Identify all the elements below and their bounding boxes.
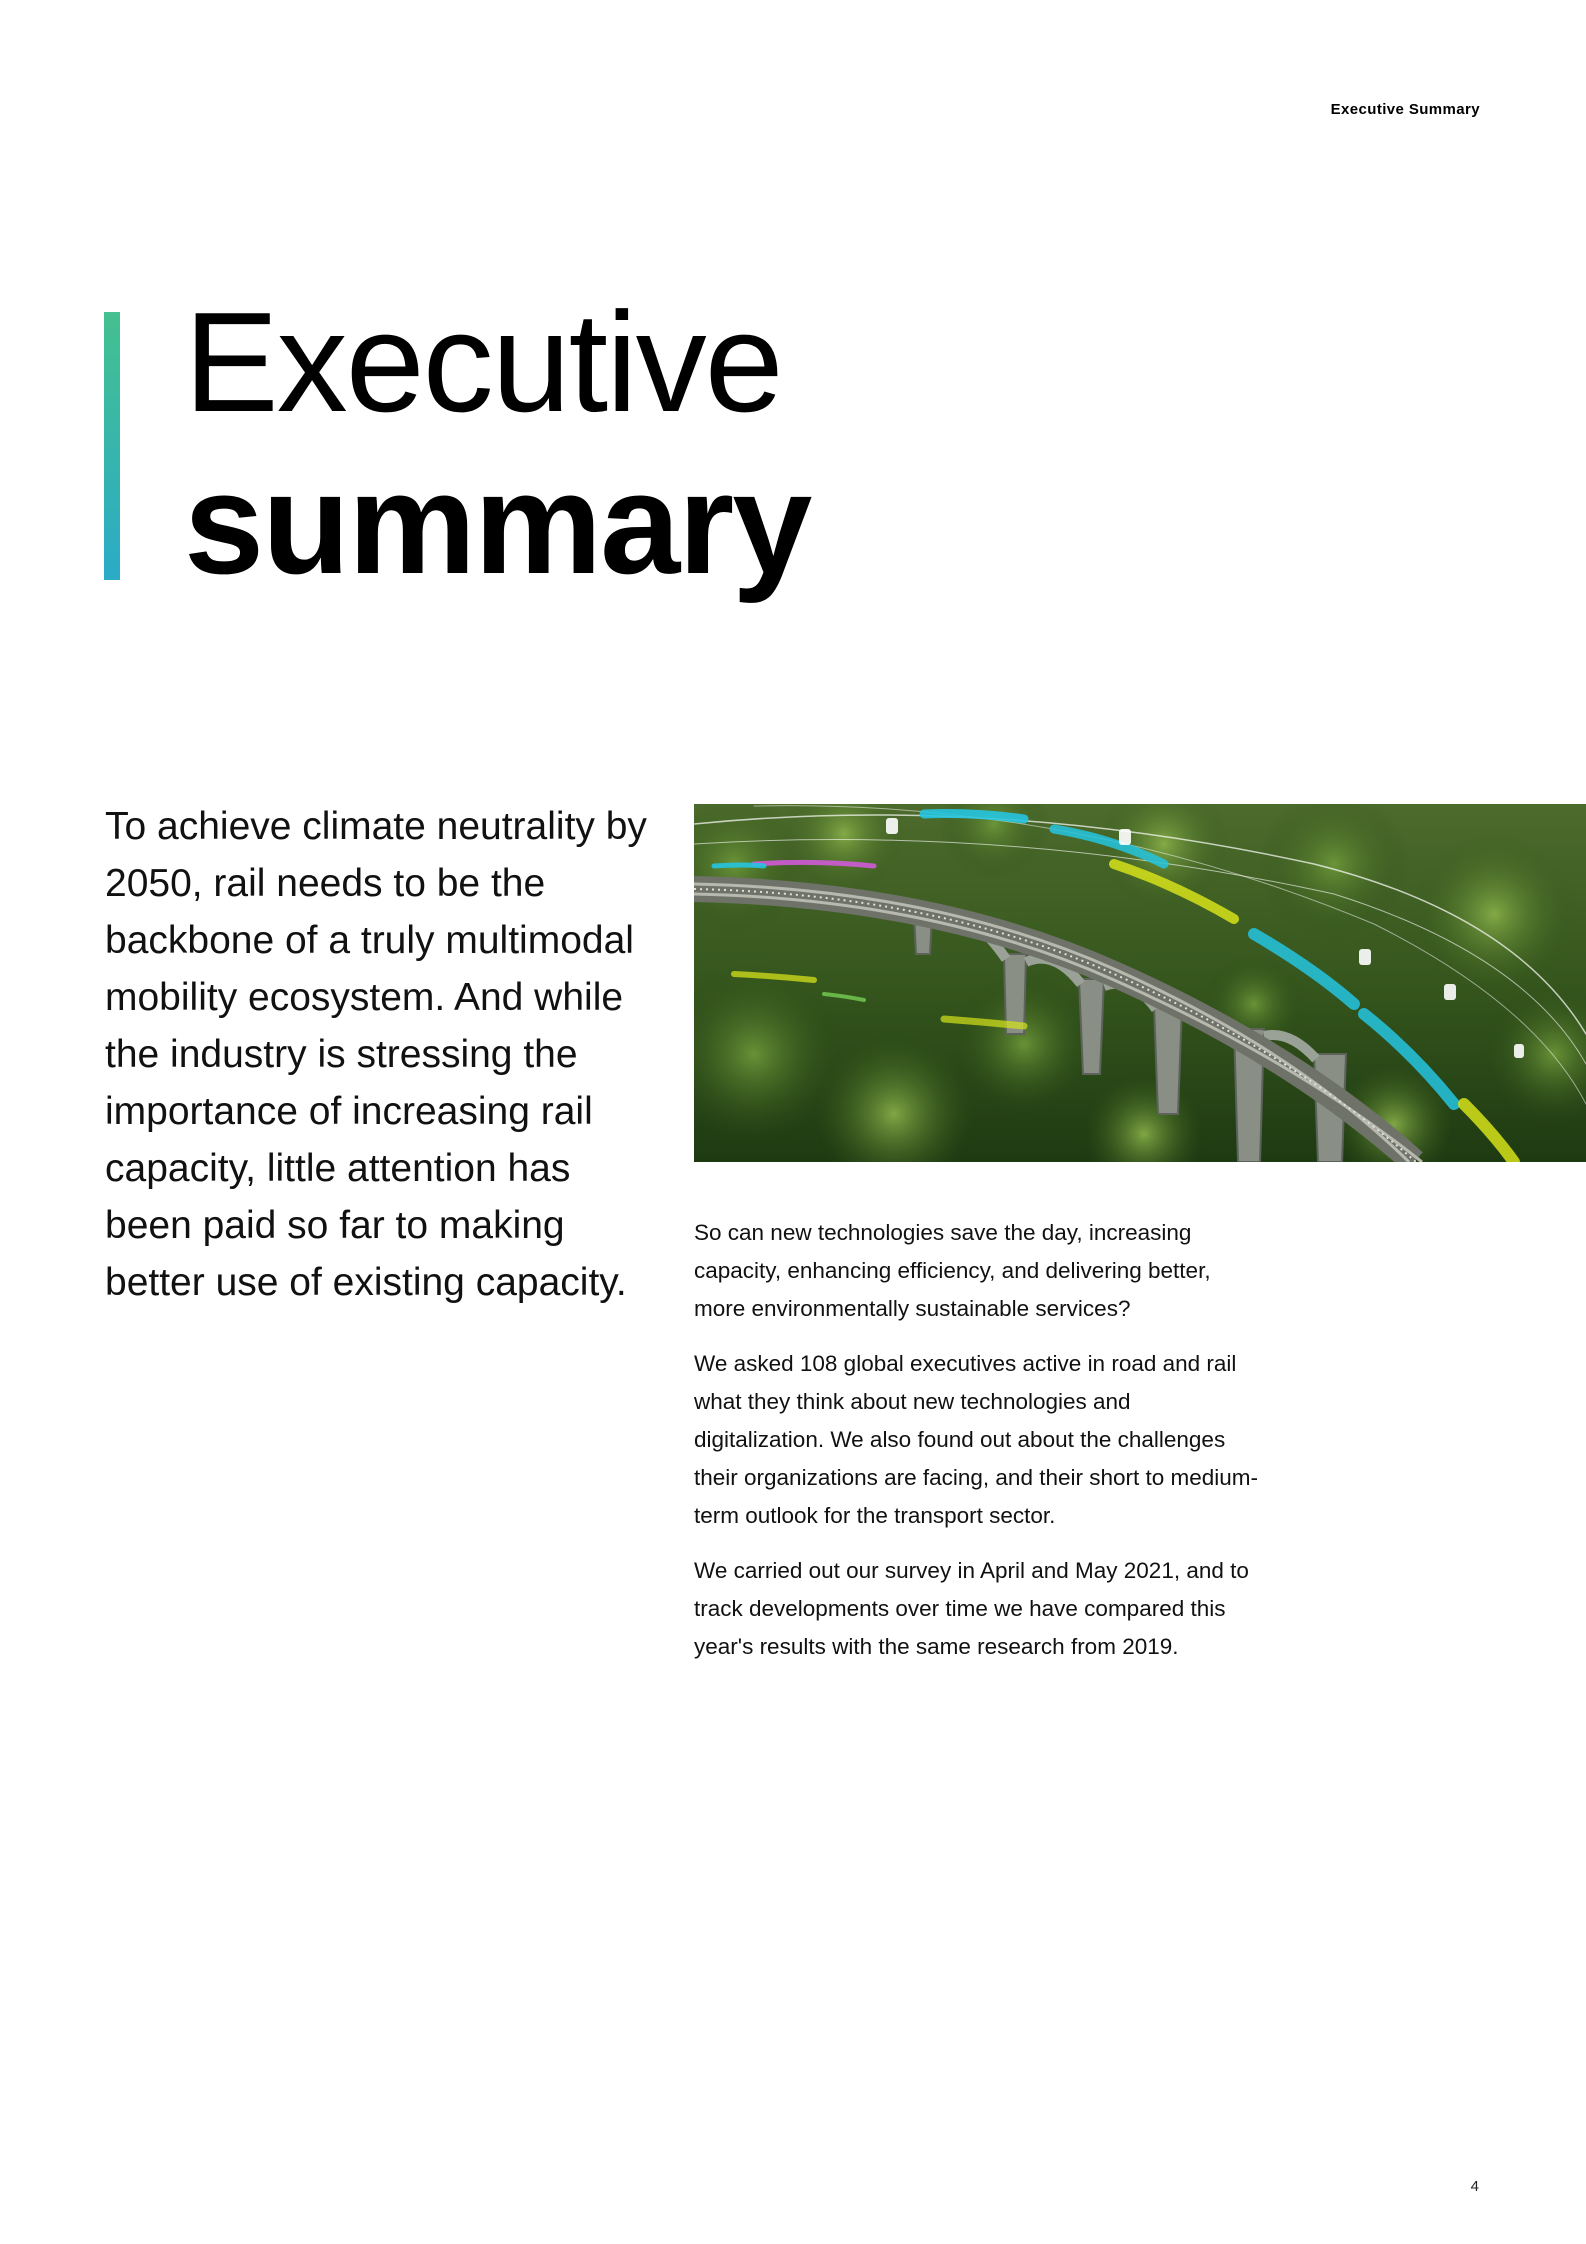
rail-viaduct-illustration — [694, 804, 1586, 1162]
body-paragraph: So can new technologies save the day, increasing capacity, enhancing efficiency, and delivering better, more environmentally sustainable services? — [694, 1220, 1211, 1321]
rail-viaduct-photo — [694, 804, 1586, 1162]
body-copy — [694, 1214, 1264, 1684]
title-accent-bar — [104, 312, 120, 580]
title-line-light: Executive — [184, 283, 782, 442]
running-header: Executive Summary — [1330, 101, 1480, 118]
page-number: 4 — [1470, 2178, 1479, 2195]
body-paragraph: We carried out our survey in April and May 2021, and to track developments over time we have compared this year's results with the same research from 2019. — [694, 1558, 1249, 1659]
page-title — [184, 283, 811, 604]
lead-paragraph: To achieve climate neutrality by 2050, rail needs to be the backbone of a truly multimodal mobility ecosystem. And while the industry is stressing the importance of increasing rail capacity, little attention has been paid so far to making better use of existing capacity. — [105, 805, 647, 1304]
title-line-bold: summary — [184, 443, 811, 604]
body-paragraph: We asked 108 global executives active in road and rail what they think about new technologies and digitalization. We also found out about the challenges their organizations are facing, and their short to medium-term outlook for the transport sector. — [694, 1351, 1259, 1528]
